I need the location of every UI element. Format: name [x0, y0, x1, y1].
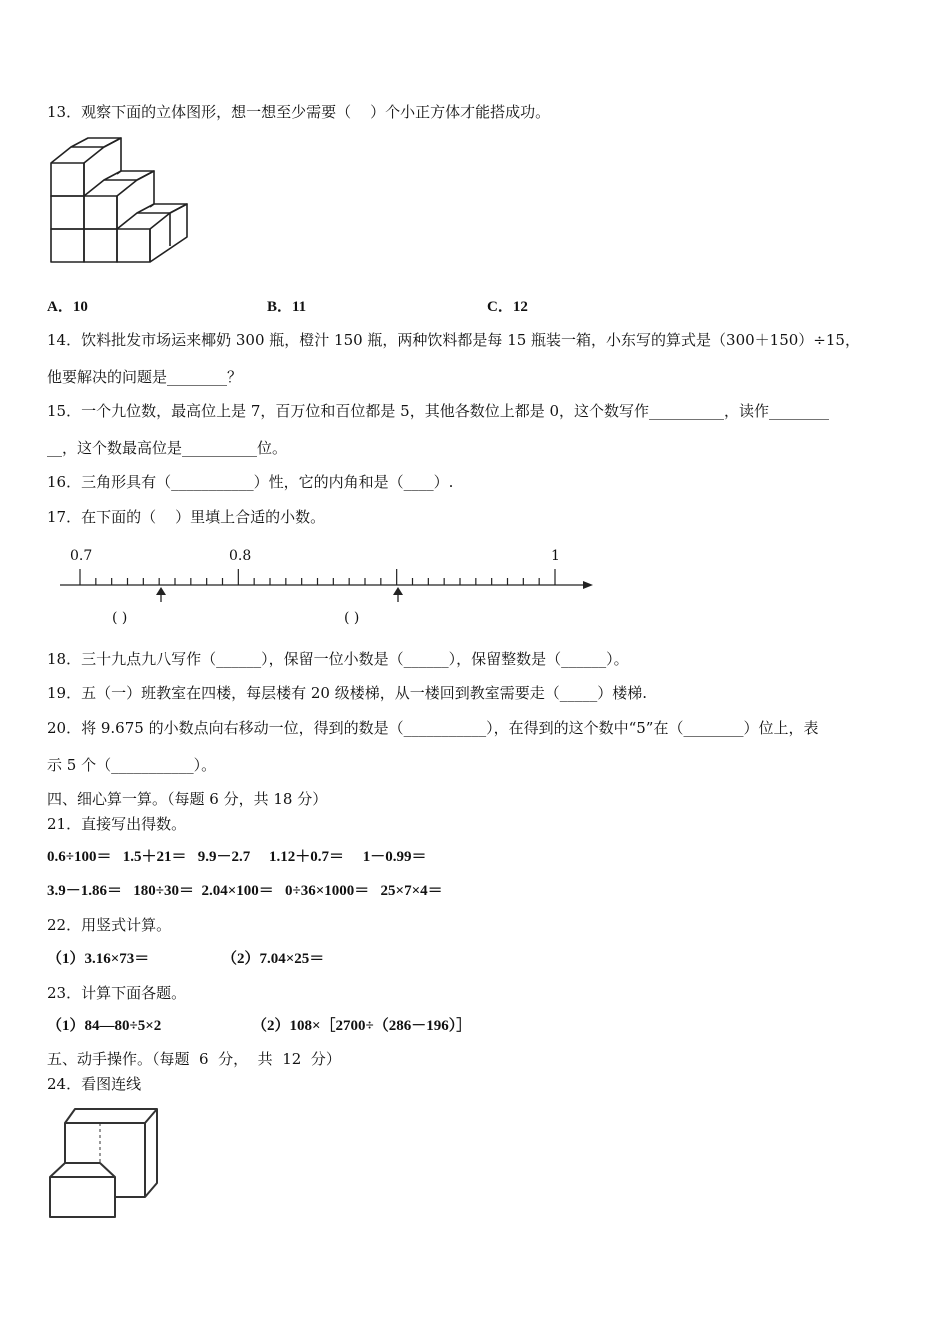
q13-option-a: A．10	[47, 299, 88, 315]
q24-title: 24．看图连线	[47, 1075, 142, 1093]
number-line-label-0.7: 0.7	[70, 548, 93, 564]
number-line	[55, 565, 595, 610]
q14-line1: 14．饮料批发市场运来椰奶 300 瓶，橙汁 150 瓶，两种饮料都是每 15 瓶装一箱，小东写的算式是（300＋150）÷15，	[47, 331, 860, 349]
q13-text: 13．观察下面的立体图形，想一想至少需要（ ）个小正方体才能搭成功。	[47, 103, 551, 121]
q19-text: 19．五（一）班教室在四楼，每层楼有 20 级楼梯，从一楼回到教室需要走（_____）楼梯.	[47, 684, 647, 702]
q24-solid-figure	[45, 1105, 165, 1225]
q17-text: 17．在下面的（ ）里填上合适的小数。	[47, 508, 326, 526]
q14-line2: 他要解决的问题是________？	[47, 368, 243, 386]
number-line-blank-2: ( )	[344, 610, 360, 626]
q18-text: 18．三十九点九八写作（______），保留一位小数是（______），保留整数是（______）。	[47, 650, 629, 668]
q16-text: 16．三角形具有（___________）性，它的内角和是（____）.	[47, 473, 454, 491]
q23-item2: （2）108×［2700÷（286－196）］	[252, 1018, 472, 1034]
number-line-blank-1: ( )	[112, 610, 128, 626]
number-line-label-1: 1	[551, 548, 560, 564]
section4-title: 四、细心算一算。（每题 6 分，共 18 分）	[47, 790, 328, 808]
q13-cube-figure	[45, 135, 190, 265]
number-line-label-0.8: 0.8	[229, 548, 252, 564]
q21-row2: 3.9－1.86＝ 180÷30＝ 2.04×100＝ 0÷36×1000＝ 25×7×4＝	[47, 883, 443, 899]
q22-item2: （2）7.04×25＝	[222, 951, 325, 967]
q13-option-c: C．12	[487, 299, 528, 315]
q15-line2: __，这个数最高位是__________位。	[47, 439, 288, 457]
q21-title: 21．直接写出得数。	[47, 815, 187, 833]
q20-line1: 20．将 9.675 的小数点向右移动一位，得到的数是（___________），在得到的这个数中“5”在（________）位上，表	[47, 719, 819, 737]
q20-line2: 示 5 个（___________）。	[47, 756, 217, 774]
q22-title: 22．用竖式计算。	[47, 916, 172, 934]
q21-row1: 0.6÷100＝ 1.5＋21＝ 9.9－2.7 1.12＋0.7＝ 1－0.99＝	[47, 849, 427, 865]
q23-item1: （1）84—80÷5×2	[47, 1018, 162, 1034]
q13-option-b: B．11	[267, 299, 307, 315]
q22-item1: （1）3.16×73＝	[47, 951, 150, 967]
section5-title: 五、动手操作。（每题 6 分， 共 12 分）	[47, 1050, 341, 1068]
q23-title: 23．计算下面各题。	[47, 984, 187, 1002]
q15-line1: 15．一个九位数，最高位上是 7，百万位和百位都是 5，其他各数位上都是 0，这个数写作__________，读作________	[47, 402, 830, 420]
